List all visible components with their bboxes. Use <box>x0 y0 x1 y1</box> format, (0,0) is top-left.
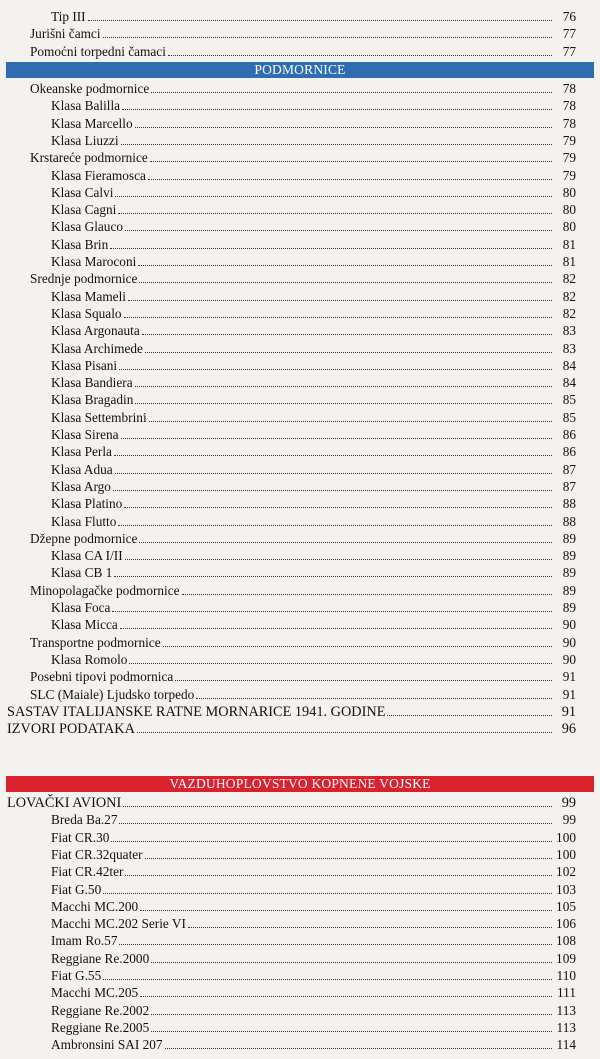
dot-leader <box>135 374 552 387</box>
toc-entry[interactable] <box>51 1019 576 1036</box>
dot-leader <box>125 863 552 876</box>
toc-entry-title: Klasa Bragadin <box>51 392 134 408</box>
dot-leader <box>114 564 552 577</box>
toc-entry[interactable] <box>30 149 576 166</box>
toc-entry[interactable] <box>30 634 576 651</box>
toc-entry-page: 82 <box>562 305 576 321</box>
toc-entry[interactable] <box>51 305 576 322</box>
toc-entry[interactable] <box>51 218 576 235</box>
toc-entry[interactable] <box>51 443 576 460</box>
toc-entry-title: LOVAČKI AVIONI <box>7 795 122 811</box>
dot-leader <box>140 898 552 911</box>
dot-leader <box>145 340 552 353</box>
toc-entry[interactable] <box>51 167 576 184</box>
dot-leader <box>175 668 552 681</box>
toc-entry[interactable] <box>51 461 576 478</box>
dot-leader <box>151 1019 552 1032</box>
toc-entry-title: Klasa Sirena <box>51 427 119 442</box>
toc-entry-page: 99 <box>561 795 576 811</box>
toc-entry[interactable] <box>51 915 576 932</box>
dot-leader <box>114 443 552 456</box>
toc-entry-page: 99 <box>562 812 576 828</box>
dot-leader <box>110 236 552 249</box>
toc-entry-title: Klasa Calvi <box>51 184 114 200</box>
dot-leader <box>135 115 552 128</box>
toc-entry-page: 100 <box>556 829 576 845</box>
toc-entry[interactable] <box>51 495 576 512</box>
toc-entry[interactable] <box>51 391 576 408</box>
toc-entry[interactable] <box>51 932 576 949</box>
dot-leader <box>125 218 552 231</box>
toc-entry-page: 81 <box>562 236 576 252</box>
toc-entry[interactable] <box>51 984 576 1001</box>
toc-entry-title: Reggiane Re.2000 <box>51 950 150 966</box>
toc-entry[interactable] <box>51 236 576 253</box>
toc-entry-title: Klasa Bandiera <box>51 375 133 391</box>
toc-entry-page: 86 <box>562 427 576 442</box>
toc-entry-title: Krstareće podmornice <box>30 150 148 166</box>
toc-entry-title: Fiat CR.32quater <box>51 846 143 862</box>
toc-entry-page: 96 <box>561 721 576 738</box>
toc-entry[interactable] <box>51 599 576 616</box>
toc-entry[interactable] <box>51 967 576 984</box>
toc-entry-page: 81 <box>562 254 576 269</box>
toc-entry[interactable] <box>7 720 576 737</box>
toc-entry-page: 89 <box>562 548 576 564</box>
toc-entry-page: 111 <box>557 985 576 1001</box>
toc-entry-page: 90 <box>562 634 576 650</box>
toc-entry-title: Klasa Squalo <box>51 305 122 321</box>
toc-entry-title: Klasa Romolo <box>51 651 128 667</box>
toc-entry-page: 89 <box>562 565 576 581</box>
toc-entry[interactable] <box>51 132 576 149</box>
dot-leader <box>115 461 552 474</box>
toc-entry-title: Fiat G.50 <box>51 881 102 897</box>
toc-entry-page: 77 <box>562 43 576 59</box>
toc-entry-page: 86 <box>562 444 576 460</box>
toc-entry-title: Macchi MC.202 Serie VI <box>51 916 186 932</box>
toc-entry-title: Klasa Cagni <box>51 202 117 218</box>
toc-entry-title: Klasa Archimede <box>51 340 143 356</box>
toc-entry-title: Klasa Adua <box>51 461 113 477</box>
toc-entry[interactable] <box>51 898 576 915</box>
toc-entry-page: 106 <box>556 916 576 932</box>
toc-entry-title: SASTAV ITALIJANSKE RATNE MORNARICE 1941. GODINE <box>7 703 386 720</box>
toc-entry-title: Tip III <box>51 9 86 24</box>
toc-entry-title: Macchi MC.200 <box>51 898 139 914</box>
toc-entry-page: 82 <box>562 271 576 287</box>
toc-entry[interactable] <box>51 1036 576 1053</box>
toc-entry-title: Klasa Argonauta <box>51 323 140 339</box>
toc-entry[interactable] <box>51 322 576 339</box>
toc-entry-page: 79 <box>562 167 576 183</box>
toc-entry[interactable] <box>51 513 576 530</box>
toc-entry[interactable] <box>51 881 576 898</box>
toc-entry-page: 82 <box>562 288 576 304</box>
toc-entry-page: 108 <box>556 933 576 949</box>
dot-leader <box>124 495 552 508</box>
toc-entry[interactable] <box>51 1002 576 1019</box>
toc-entry-title: Okeanske podmornice <box>30 81 150 96</box>
toc-entry-page: 87 <box>562 478 576 494</box>
toc-entry[interactable] <box>51 829 576 846</box>
toc-entry[interactable] <box>51 547 576 564</box>
toc-entry[interactable] <box>30 686 576 703</box>
toc-entry-title: Klasa CA I/II <box>51 548 123 564</box>
toc-entry-page: 109 <box>556 950 576 966</box>
toc-entry[interactable] <box>51 115 576 132</box>
toc-entry-title: Pomoćni torpedni čamaci <box>30 43 166 59</box>
dot-leader <box>196 686 552 699</box>
toc-entry-title: Klasa Flutto <box>51 513 117 529</box>
toc-entry-page: 85 <box>562 409 576 425</box>
toc-entry-title: Jurišni čamci <box>30 26 101 42</box>
toc-entry-title: Macchi MC.205 <box>51 985 139 1001</box>
dot-leader <box>139 530 552 543</box>
dot-leader <box>387 703 552 716</box>
toc-entry[interactable] <box>30 43 576 60</box>
toc-entry-page: 84 <box>562 375 576 391</box>
toc-entry-page: 83 <box>562 323 576 339</box>
toc-entry[interactable] <box>30 668 576 685</box>
toc-entry-page: 79 <box>562 150 576 166</box>
toc-entry-title: IZVORI PODATAKA <box>7 721 135 738</box>
toc-entry[interactable] <box>51 201 576 218</box>
dot-leader <box>135 391 552 404</box>
toc-entry-title: Klasa Marcello <box>51 115 133 131</box>
toc-entry[interactable] <box>30 80 576 97</box>
toc-entry[interactable] <box>51 863 576 880</box>
toc-entry-title: Fiat CR.42ter <box>51 864 124 880</box>
dot-leader <box>115 184 552 197</box>
dot-leader <box>145 846 552 859</box>
toc-entry-title: Reggiane Re.2005 <box>51 1019 150 1035</box>
dot-leader <box>148 167 552 180</box>
dot-leader <box>151 1002 552 1015</box>
toc-entry-title: Džepne podmornice <box>30 530 138 546</box>
toc-entry-title: Klasa Fieramosca <box>51 167 146 183</box>
toc-entry-page: 79 <box>562 132 576 148</box>
toc-entry-page: 91 <box>561 703 576 720</box>
toc-entry-title: Klasa Perla <box>51 444 112 460</box>
toc-entry-page: 85 <box>562 392 576 408</box>
dot-leader <box>125 547 552 560</box>
dot-leader <box>150 149 552 162</box>
dot-leader <box>151 80 552 93</box>
dot-leader <box>119 811 552 824</box>
toc-entry[interactable] <box>51 97 576 114</box>
dot-leader <box>112 599 552 612</box>
toc-entry-page: 90 <box>562 617 576 633</box>
dot-leader <box>168 43 552 56</box>
toc-entry-page: 80 <box>562 184 576 200</box>
toc-entry[interactable] <box>51 340 576 357</box>
toc-entry-page: 100 <box>556 846 576 862</box>
toc-entry[interactable] <box>30 530 576 547</box>
toc-entry-title: Klasa Maroconi <box>51 254 137 269</box>
toc-entry-title: Breda Ba.27 <box>51 812 118 828</box>
toc-entry-page: 89 <box>562 582 576 598</box>
dot-leader <box>128 288 552 301</box>
dot-leader <box>188 915 552 928</box>
toc-entry[interactable] <box>51 426 576 443</box>
dot-leader <box>124 305 552 318</box>
toc-entry[interactable] <box>51 811 576 828</box>
toc-entry-page: 78 <box>562 81 576 96</box>
dot-leader <box>118 513 552 526</box>
toc-entry[interactable] <box>51 651 576 668</box>
toc-entry-title: Klasa Mameli <box>51 288 126 304</box>
toc-entry-page: 84 <box>562 357 576 373</box>
dot-leader <box>121 132 552 145</box>
toc-entry-page: 77 <box>562 26 576 42</box>
toc-entry[interactable] <box>51 8 576 25</box>
toc-entry-page: 110 <box>556 968 576 983</box>
dot-leader <box>182 582 552 595</box>
dot-leader <box>113 478 552 491</box>
toc-entry-title: Klasa Brin <box>51 236 109 252</box>
toc-entry[interactable] <box>30 25 576 42</box>
toc-entry-title: Klasa Pisani <box>51 357 118 373</box>
toc-entry-title: Klasa Micca <box>51 617 118 633</box>
toc-entry[interactable] <box>51 478 576 495</box>
dot-leader <box>142 322 552 335</box>
toc-entry-page: 89 <box>562 530 576 546</box>
section-banner: PODMORNICE <box>6 62 594 78</box>
toc-entry-page: 91 <box>562 686 576 702</box>
toc-entry-title: Klasa Settembrini <box>51 409 147 425</box>
toc-entry-title: Klasa Balilla <box>51 98 121 114</box>
dot-leader <box>165 1036 552 1049</box>
toc-entry-title: Srednje podmornice <box>30 271 138 287</box>
toc-entry[interactable] <box>30 270 576 287</box>
dot-leader <box>122 97 552 110</box>
toc-entry-title: Minopolagačke podmornice <box>30 582 180 598</box>
toc-entry[interactable] <box>51 564 576 581</box>
toc-entry-page: 102 <box>556 864 576 880</box>
toc-entry-title: Klasa Argo <box>51 478 111 494</box>
dot-leader <box>103 881 552 894</box>
toc-entry-page: 105 <box>556 898 576 914</box>
dot-leader <box>137 720 552 733</box>
toc-entry-title: Transportne podmornice <box>30 634 161 650</box>
dot-leader <box>139 270 552 283</box>
toc-entry-page: 87 <box>562 461 576 477</box>
toc-entry-title: Fiat G.55 <box>51 968 102 983</box>
dot-leader <box>149 409 552 422</box>
toc-entry-title: Ambronsini SAI 207 <box>51 1037 163 1053</box>
toc-entry[interactable] <box>51 409 576 426</box>
dot-leader <box>129 651 552 664</box>
dot-leader <box>119 932 552 945</box>
dot-leader <box>138 253 552 266</box>
dot-leader <box>103 967 552 980</box>
toc-entry[interactable] <box>30 582 576 599</box>
toc-entry[interactable] <box>51 357 576 374</box>
dot-leader <box>163 634 552 647</box>
toc-entry-page: 78 <box>562 98 576 114</box>
toc-entry-title: Fiat CR.30 <box>51 829 110 845</box>
toc-entry-page: 113 <box>556 1019 576 1035</box>
toc-entry-page: 83 <box>562 340 576 356</box>
toc-entry-title: Klasa CB 1 <box>51 565 113 581</box>
dot-leader <box>120 616 552 629</box>
toc-entry-title: Reggiane Re.2002 <box>51 1002 150 1018</box>
toc-entry-title: Posebni tipovi podmornica <box>30 669 174 685</box>
toc-entry-page: 90 <box>562 651 576 667</box>
toc-entry-title: Klasa Liuzzi <box>51 132 119 148</box>
toc-entry[interactable] <box>51 253 576 270</box>
dot-leader <box>103 25 552 38</box>
dot-leader <box>121 426 552 439</box>
toc-entry-page: 103 <box>556 881 576 897</box>
toc-entry-title: Imam Ro.57 <box>51 933 118 949</box>
dot-leader <box>151 950 552 963</box>
toc-entry-page: 80 <box>562 202 576 218</box>
toc-entry-title: Klasa Foca <box>51 600 111 615</box>
toc-entry[interactable] <box>51 950 576 967</box>
toc-entry[interactable] <box>51 184 576 201</box>
toc-entry[interactable] <box>51 288 576 305</box>
toc-entry-title: Klasa Platino <box>51 496 123 512</box>
toc-entry-page: 89 <box>562 600 576 615</box>
toc-entry-page: 80 <box>562 219 576 235</box>
dot-leader <box>118 201 552 214</box>
dot-leader <box>111 829 552 842</box>
dot-leader <box>123 794 552 807</box>
dot-leader <box>140 984 552 997</box>
toc-entry[interactable] <box>7 703 576 720</box>
toc-entry-page: 78 <box>562 115 576 131</box>
toc-entry[interactable] <box>51 374 576 391</box>
toc-entry-title: SLC (Maiale) Ljudsko torpedo <box>30 686 195 702</box>
toc-entry-page: 76 <box>562 9 576 24</box>
toc-entry[interactable] <box>7 794 576 811</box>
toc-entry-page: 114 <box>556 1037 576 1053</box>
section-banner: VAZDUHOPLOVSTVO KOPNENE VOJSKE <box>6 776 594 792</box>
toc-entry-page: 88 <box>562 496 576 512</box>
toc-entry-page: 113 <box>556 1002 576 1018</box>
toc-entry-page: 88 <box>562 513 576 529</box>
toc-entry-title: Klasa Glauco <box>51 219 123 235</box>
toc-entry[interactable] <box>51 616 576 633</box>
dot-leader <box>88 8 552 21</box>
dot-leader <box>119 357 552 370</box>
toc-entry-page: 91 <box>562 669 576 685</box>
toc-entry[interactable] <box>51 846 576 863</box>
